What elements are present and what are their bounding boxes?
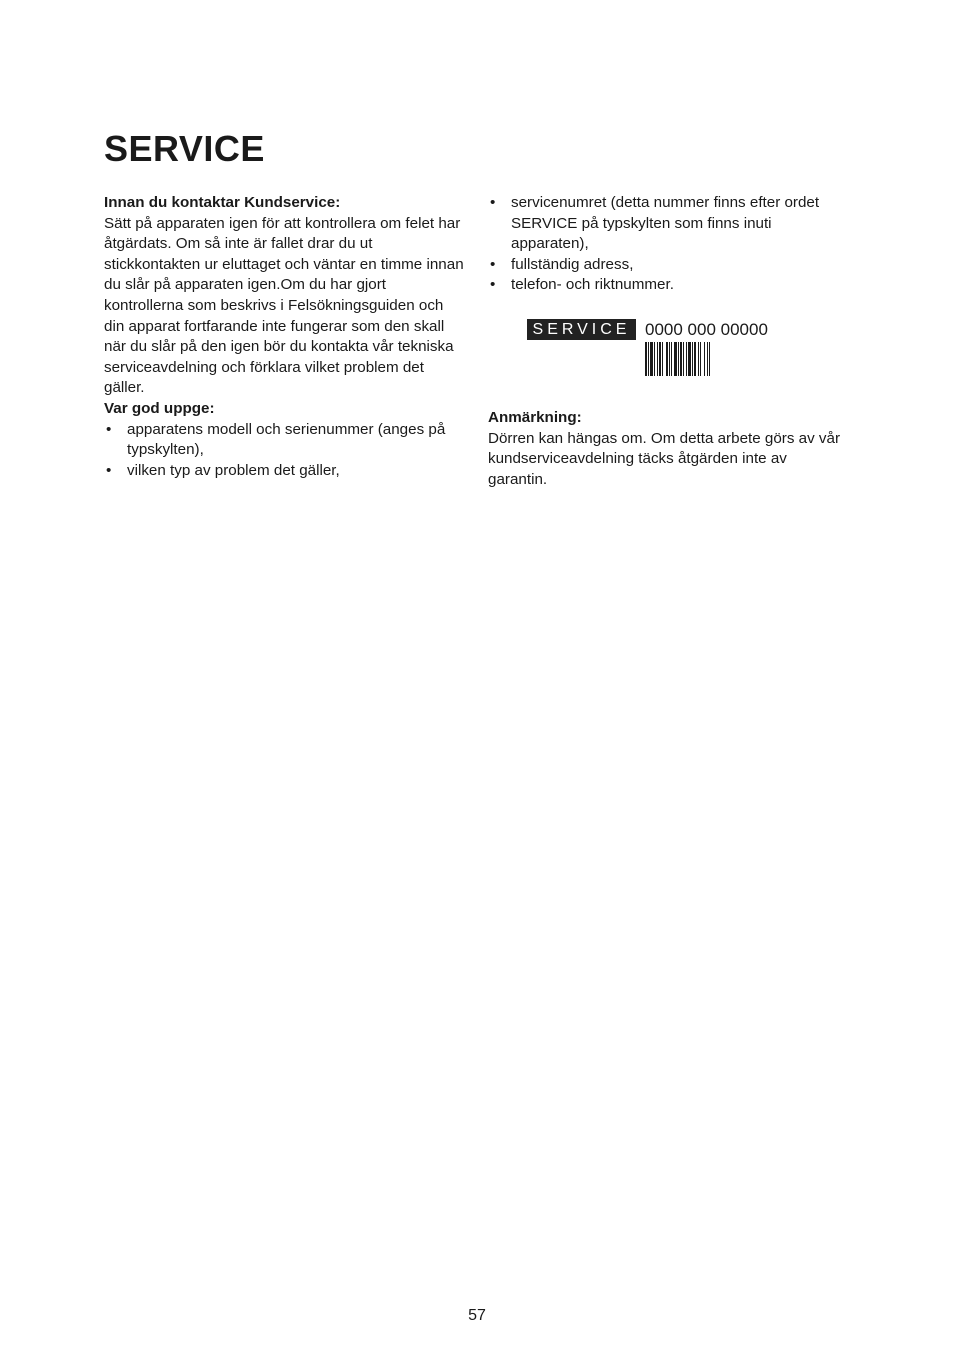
intro-paragraph: Sätt på apparaten igen för att kontrollera om felet har åtgärdats. Om så inte är fallet drar du ut stickkontakten ur eluttaget och väntar en timme innan du slår på apparaten igen.Om du har gjort kontrollerna som beskrivs i Felsökningsguiden och din apparat fortfarande inte fungerar som den skall när du slår på den igen bör du kontakta vår tekniska serviceavdelning och förklara vilket problem det gäller. [104,214,464,397]
list-item: • fullständig adress, [488,255,850,276]
service-word: SERVICE [527,319,636,340]
list-item: • servicenumret (detta nummer finns efter ordet SERVICE på typskylten som finns inuti apparaten), [488,193,850,255]
provide-list-continued [488,193,850,296]
left-column [104,193,466,481]
note-text: Dörren kan hängas om. Om detta arbete görs av vår kundserviceavdelning täcks åtgärden inte av garantin. [488,429,841,488]
list-item: • apparatens modell och serienummer (anges på typskylten), [104,420,466,461]
list-item: • vilken typ av problem det gäller, [104,461,466,482]
page-title: SERVICE [104,128,265,169]
page-number: 57 [468,1307,486,1324]
barcode-icon [645,342,777,376]
list-item: • telefon- och riktnummer. [488,275,850,296]
note-heading: Anmärkning: [488,408,582,426]
service-number: 0000 000 00000 [645,320,768,339]
provide-heading: Var god uppge: [104,399,215,417]
contact-heading: Innan du kontaktar Kundservice: [104,194,341,211]
service-label [527,319,787,379]
provide-list [104,420,466,482]
